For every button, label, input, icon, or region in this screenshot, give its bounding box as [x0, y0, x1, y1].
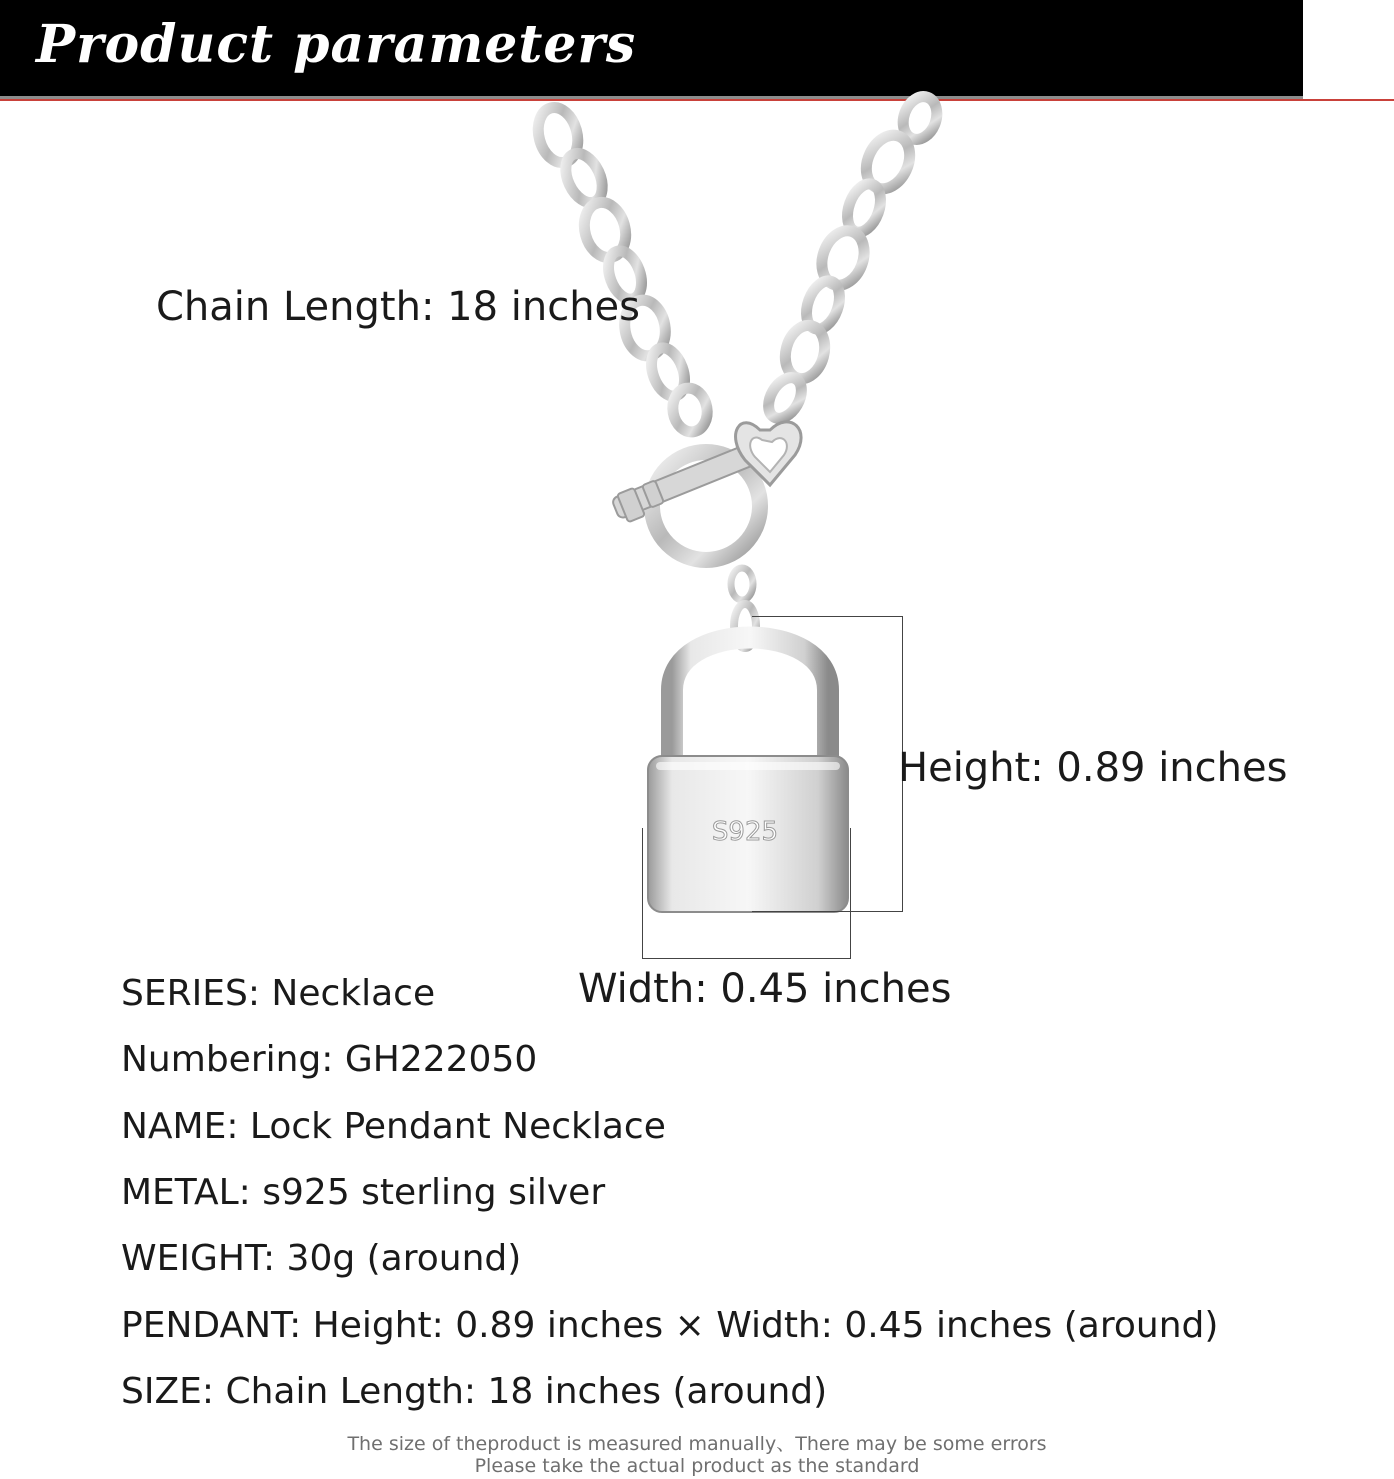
spec-metal: METAL: s925 sterling silver — [121, 1172, 606, 1213]
chain-right — [762, 92, 943, 424]
width-dim-horizontal — [642, 958, 851, 959]
standard-note: Please take the actual product as the standard — [474, 1455, 920, 1477]
width-callout: Width: 0.45 inches — [578, 966, 952, 1012]
spec-numbering: Numbering: GH222050 — [121, 1039, 538, 1080]
measurement-note: The size of theproduct is measured manually、There may be some errors — [347, 1433, 1047, 1455]
chain-link — [762, 372, 808, 424]
height-callout: Height: 0.89 inches — [898, 745, 1288, 791]
connector-link — [731, 568, 753, 600]
spec-size: SIZE: Chain Length: 18 inches (around) — [121, 1371, 828, 1412]
lock-engraving: S925 — [711, 817, 779, 847]
spec-pendant: PENDANT: Height: 0.89 inches × Width: 0.45 inches (around) — [121, 1305, 1219, 1346]
width-dim-right — [850, 828, 851, 958]
chain-link — [669, 385, 710, 434]
chain-length-callout: Chain Length: 18 inches — [156, 284, 641, 330]
height-dim-bottom — [752, 911, 902, 912]
spec-series: SERIES: Necklace — [121, 973, 436, 1014]
chain-left — [532, 103, 710, 435]
spec-weight: WEIGHT: 30g (around) — [121, 1238, 522, 1279]
key-toggle — [611, 422, 801, 522]
width-dim-left — [642, 828, 643, 958]
page-title: Product parameters — [36, 14, 637, 75]
height-dim-top — [752, 616, 902, 617]
lock-shackle — [672, 638, 828, 766]
lock-body — [648, 756, 848, 912]
spec-name: NAME: Lock Pendant Necklace — [121, 1106, 666, 1147]
